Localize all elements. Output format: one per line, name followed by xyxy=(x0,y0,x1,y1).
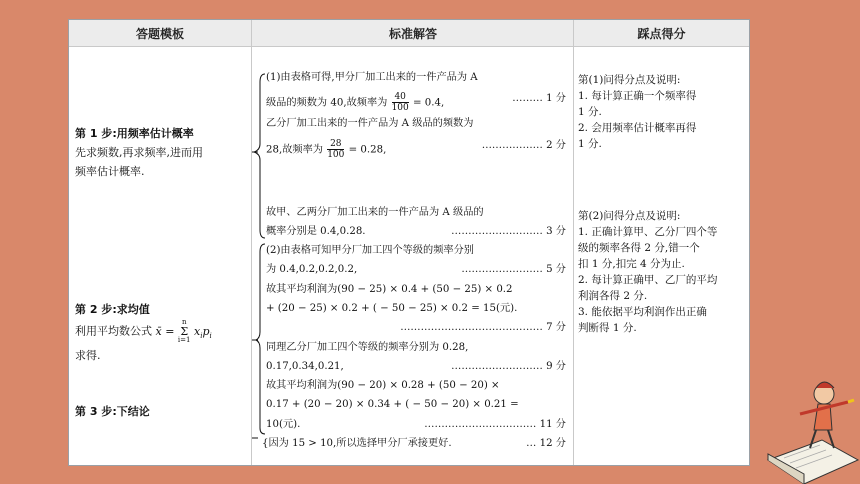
solution-table xyxy=(68,19,750,466)
score-mark: ……… 1 分 xyxy=(512,93,566,104)
points-header: 踩点得分 xyxy=(574,20,749,47)
points-column xyxy=(573,20,749,465)
solution-line: + (20 − 25) × 0.2 + ( − 50 − 25) × 0.2 = 15(元). xyxy=(266,303,518,314)
solution-line: (1)由表格可得,甲分厂加工出来的一件产品为 A xyxy=(266,72,478,83)
step-2 xyxy=(75,300,247,365)
solution-line: 28,故频率为 $\frac{28}{100}$ = 0.28, ……………… 2 分 xyxy=(266,139,566,160)
score-mark: ……………………… 3 分 xyxy=(451,226,566,237)
solution-line: 10(元). …………………………… 11 分 xyxy=(266,419,566,430)
fraction: $\frac{40}{100}$ xyxy=(391,92,409,113)
points-part-1: 第(1)问得分点及说明: 1. 每计算正确一个频率得 1 分. 2. 会用频率估计概率再得 1 分. xyxy=(578,74,697,150)
solution-line: 级品的频数为 40,故频率为 $\frac{40}{100}$ = 0.4, ……… 1 分 xyxy=(266,92,566,113)
score-mark: ……………… 2 分 xyxy=(481,140,566,151)
mean-formula: x̄ = n Σ i=1 $x_ip_i$ xyxy=(155,318,212,344)
fraction: $\frac{28}{100}$ xyxy=(327,139,345,160)
step-1 xyxy=(75,124,247,181)
score-mark: …………………………… 11 分 xyxy=(424,419,566,430)
step-1-line: 频率估计概率. xyxy=(75,165,145,178)
step-2-line: 利用平均数公式 xyxy=(75,324,152,338)
sum-top: n xyxy=(181,318,187,326)
template-column xyxy=(69,20,251,465)
solution-line: 故其平均利润为(90 − 20) × 0.28 + (50 − 20) × xyxy=(266,380,500,391)
score-mark: …………………… 5 分 xyxy=(461,264,566,275)
solution-line: {因为 15 > 10,所以选择甲分厂承接更好. … 12 分 xyxy=(262,438,566,449)
solution-line: 故其平均利润为(90 − 25) × 0.4 + (50 − 25) × 0.2 xyxy=(266,284,513,295)
cartoon-decoration-icon xyxy=(760,364,860,484)
solution-line: 概率分别是 0.4,0.28. ……………………… 3 分 xyxy=(266,226,566,237)
points-part-2: 第(2)问得分点及说明: 1. 正确计算甲、乙分厂四个等 级的频率各得 2 分,错一个 扣 1 分,扣完 4 分为止. 2. 每计算正确甲、乙厂的平均 利润各得 2 分. 3. 能依据平均利润作出正确 判断得 1 分. xyxy=(578,210,718,334)
solution-line: 为 0.4,0.2,0.2,0.2, …………………… 5 分 xyxy=(266,264,566,275)
solution-line: 乙分厂加工出来的一件产品为 A 级品的频数为 xyxy=(266,118,474,129)
standard-column xyxy=(251,20,574,465)
solution-line: 同理乙分厂加工四个等级的频率分别为 0.28, xyxy=(266,342,469,353)
solution-line: 0.17 + (20 − 20) × 0.34 + ( − 50 − 20) × 0.21 = xyxy=(266,399,519,410)
sum-bottom: i=1 xyxy=(177,336,191,344)
step-3-title: 第 3 步:下结论 xyxy=(75,405,150,418)
solution-line: 故甲、乙两分厂加工出来的一件产品为 A 级品的 xyxy=(266,207,484,218)
score-mark: … 12 分 xyxy=(526,438,566,449)
step-1-line: 先求频数,再求频率,进而用 xyxy=(75,146,203,159)
step-1-title: 第 1 步:用频率估计概率 xyxy=(75,127,194,140)
score-mark: …………………………………… 7 分 xyxy=(400,322,566,333)
step-2-title: 第 2 步:求均值 xyxy=(75,303,150,316)
standard-header: 标准解答 xyxy=(252,20,574,47)
template-header: 答题模板 xyxy=(69,20,251,47)
score-mark: ……………………… 9 分 xyxy=(451,361,566,372)
step-2-line: 求得. xyxy=(75,348,101,362)
solution-body xyxy=(252,46,574,465)
step-3 xyxy=(75,402,247,421)
solution-line: (2)由表格可知甲分厂加工四个等级的频率分别 xyxy=(266,245,474,256)
solution-line: 0.17,0.34,0.21, ……………………… 9 分 xyxy=(266,361,566,372)
